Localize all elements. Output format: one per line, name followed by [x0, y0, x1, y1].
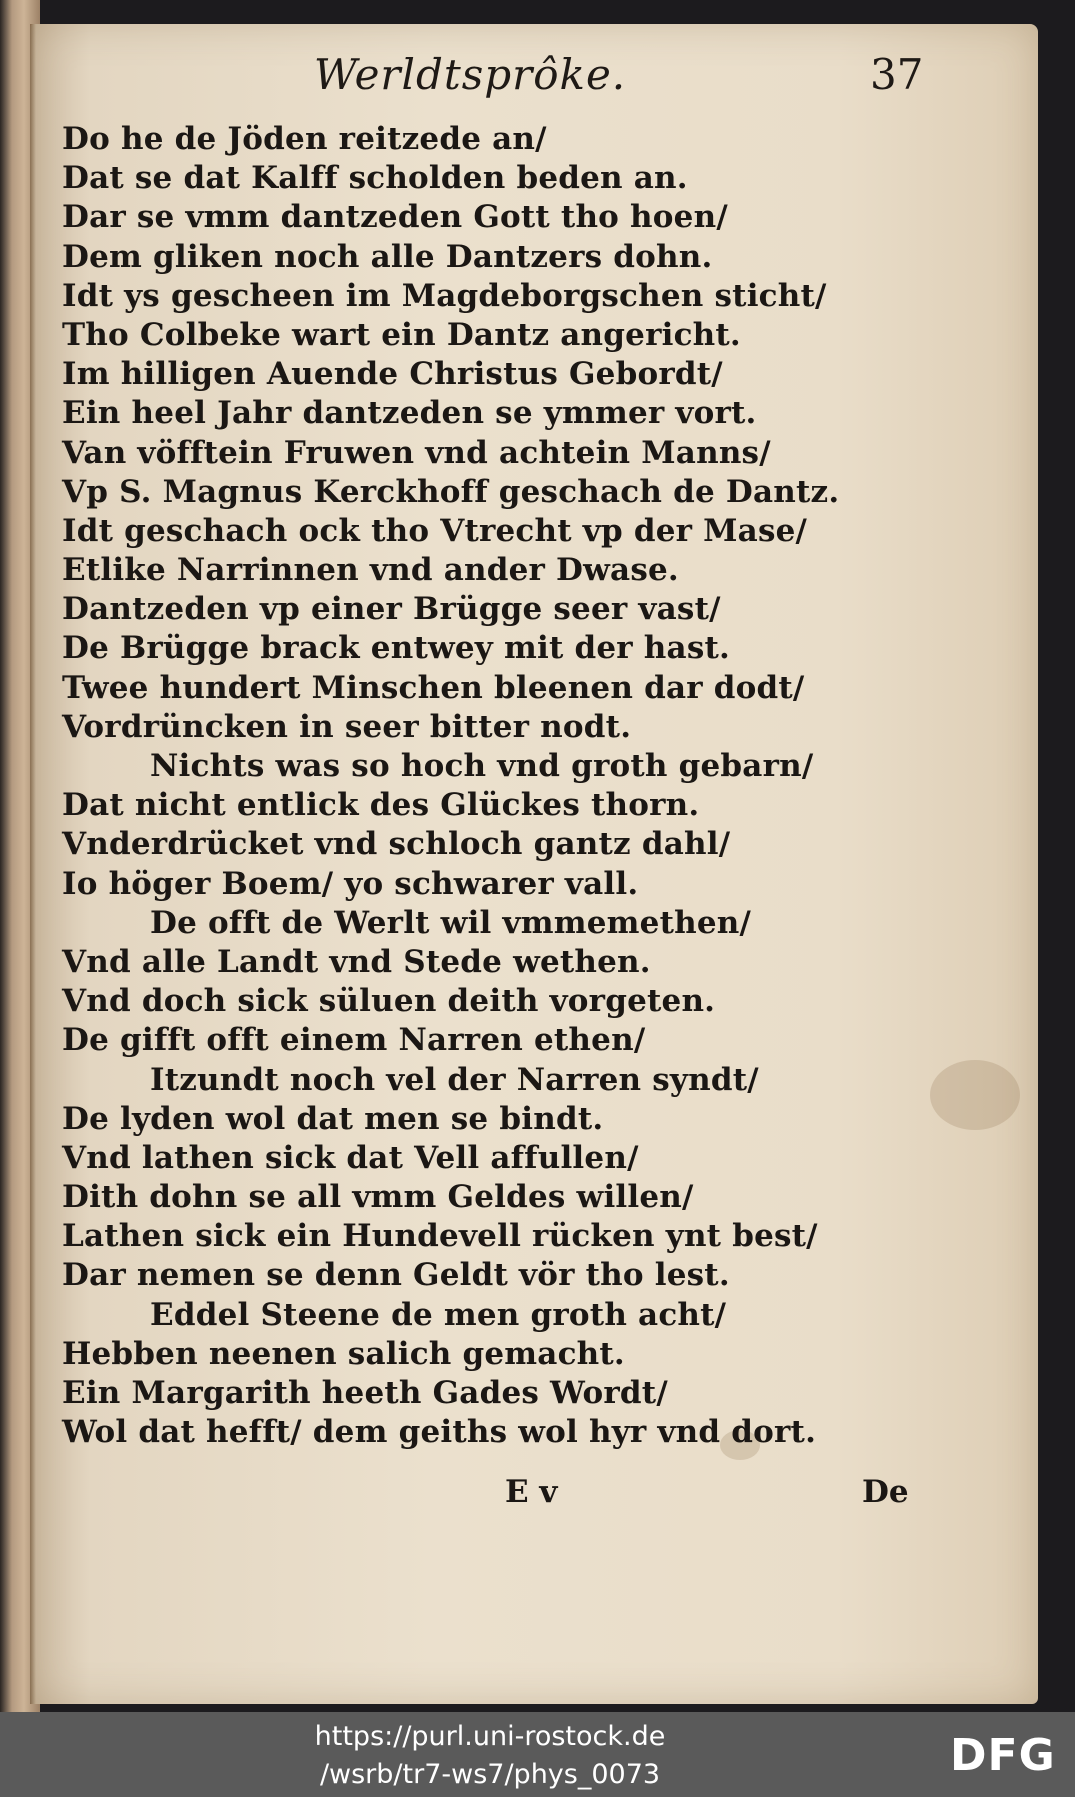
text-line: Dat se dat Kalff scholden beden an. [62, 160, 688, 197]
text-line: Vnd doch sick süluen deith vorgeten. [62, 983, 716, 1020]
text-line: Vnd lathen sick dat Vell affullen/ [62, 1139, 639, 1176]
text-line: Idt ys gescheen im Magdeborgschen sticht/ [62, 277, 827, 314]
text-block [62, 120, 922, 1452]
text-line: Dar se vmm dantzeden Gott tho hoen/ [62, 199, 728, 236]
page-number: 37 [870, 50, 924, 99]
text-line: Dantzeden vp einer Brügge seer vast/ [62, 591, 721, 628]
text-line: Ein Margarith heeth Gades Wordt/ [62, 1375, 668, 1411]
text-line: Dat nicht entlick des Glückes thorn. [62, 787, 700, 824]
permalink[interactable] [290, 1718, 690, 1794]
text-line: Do he de Jöden reitzede an/ [62, 121, 547, 157]
text-line: Nichts was so hoch vnd groth gebarn/ [150, 748, 814, 784]
text-line: Vordrüncken in seer bitter nodt. [62, 708, 632, 745]
text-line: Io höger Boem/ yo schwarer vall. [62, 865, 639, 902]
text-line: Van vöfftein Fruwen vnd achtein Manns/ [62, 434, 771, 471]
text-line: De gifft offt einem Narren ethen/ [62, 1022, 646, 1059]
text-line: Vp S. Magnus Kerckhoff geschach de Dantz. [62, 473, 840, 510]
text-line: Lathen sick ein Hundevell rücken ynt best/ [62, 1218, 818, 1255]
text-line: De Brügge brack entwey mit der hast. [62, 630, 730, 667]
text-line: Vnderdrücket vnd schloch gantz dahl/ [62, 826, 731, 863]
text-line: Itzundt noch vel der Narren syndt/ [150, 1061, 759, 1098]
text-line: Im hilligen Auende Christus Gebordt/ [62, 356, 723, 393]
signature-mark: E v [505, 1474, 558, 1510]
text-line: Idt geschach ock tho Vtrecht vp der Mase/ [62, 512, 808, 549]
text-line: De offt de Werlt wil vmmemethen/ [150, 904, 752, 941]
text-line: Dar nemen se denn Geldt vör tho lest. [62, 1257, 730, 1294]
running-head: Werldtsprôke. [313, 50, 627, 99]
text-line: Wol dat hefft/ dem geiths wol hyr vnd dort. [62, 1414, 817, 1451]
text-line: Dem gliken noch alle Dantzers dohn. [62, 238, 713, 275]
text-line: De lyden wol dat men se bindt. [62, 1100, 604, 1137]
text-line: Tho Colbeke wart ein Dantz angericht. [62, 316, 741, 353]
text-line: Dith dohn se all vmm Geldes willen/ [62, 1179, 694, 1216]
paper-stain [930, 1060, 1020, 1130]
text-line: Eddel Steene de men groth acht/ [150, 1296, 727, 1333]
catchword: De [862, 1474, 909, 1510]
dfg-logo: DFG [950, 1730, 1056, 1781]
text-line: Vnd alle Landt vnd Stede wethen. [62, 943, 651, 980]
text-line: Hebben neenen salich gemacht. [62, 1335, 625, 1372]
text-line: Twee hundert Minschen bleenen dar dodt/ [62, 669, 805, 706]
permalink-line-2[interactable]: /wsrb/tr7-ws7/phys_0073 [319, 1759, 661, 1790]
text-line: Etlike Narrinnen vnd ander Dwase. [62, 552, 679, 589]
page-gutter [30, 24, 36, 1704]
permalink-line-1[interactable]: https://purl.uni-rostock.de [314, 1721, 666, 1752]
text-line: Ein heel Jahr dantzeden se ymmer vort. [62, 395, 757, 432]
